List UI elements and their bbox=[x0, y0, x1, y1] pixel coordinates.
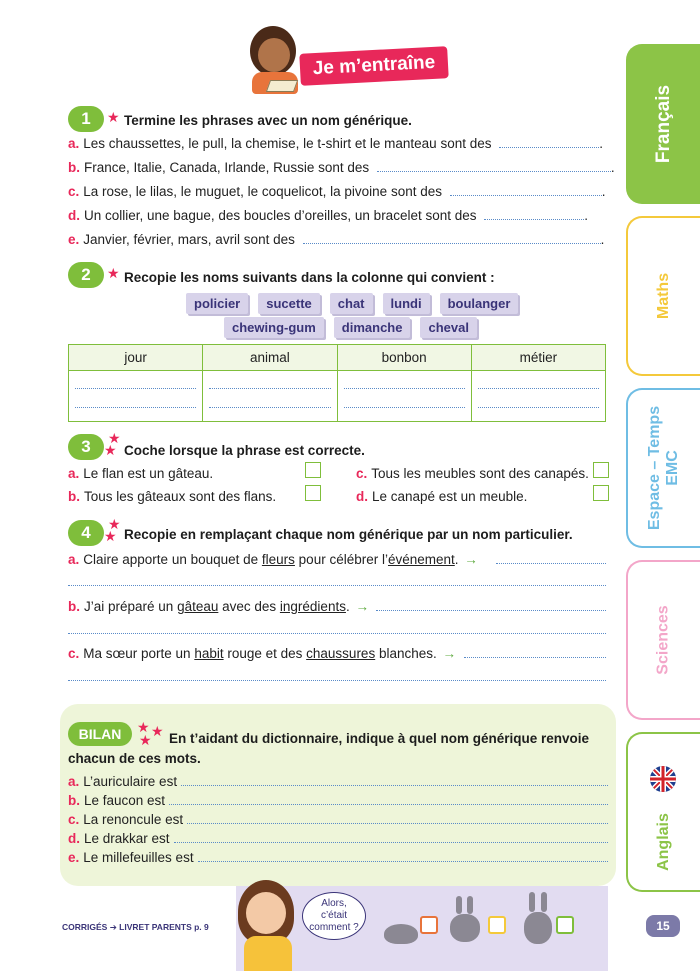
word-chip[interactable]: boulanger bbox=[440, 293, 519, 314]
word-chip[interactable]: chewing-gum bbox=[224, 317, 324, 338]
exercise-1-line-c: c. La rose, le lilas, le muguet, le coquelicot, la pivoine sont des . bbox=[68, 184, 606, 199]
rating-box-neutral[interactable] bbox=[488, 916, 506, 934]
word-chip[interactable]: dimanche bbox=[334, 317, 411, 338]
sorting-table bbox=[68, 344, 606, 422]
answer-line[interactable] bbox=[198, 850, 608, 862]
word-chip[interactable]: chat bbox=[330, 293, 373, 314]
bilan-item-e: e. Le millefeuilles est bbox=[68, 850, 608, 865]
exercise-2-number: 2 bbox=[68, 262, 104, 288]
tab-maths[interactable]: Maths bbox=[626, 216, 700, 376]
tab-espace-temps-emc[interactable]: Espace – Temps EMC bbox=[626, 388, 700, 548]
exercise-4-sentence-a: a. Claire apporte un bouquet de fleurs pour célébrer l’événement. → bbox=[68, 552, 478, 567]
sad-rabbit-icon bbox=[384, 924, 418, 944]
checkbox-d[interactable] bbox=[593, 485, 609, 501]
exercise-4-sentence-b: b. J’ai préparé un gâteau avec des ingrédients. → bbox=[68, 599, 369, 614]
answer-line[interactable] bbox=[169, 793, 608, 805]
exercise-4-number: 4 bbox=[68, 520, 104, 546]
exercise-1-line-b: b. France, Italie, Canada, Irlande, Russie sont des . bbox=[68, 160, 615, 175]
rabbit-ear-icon bbox=[529, 892, 535, 912]
star-icon: ★ bbox=[137, 719, 150, 735]
answer-line[interactable] bbox=[68, 632, 606, 634]
bilan-instruction-line-1: En t’aidant du dictionnaire, indique à quel nom générique renvoie bbox=[169, 731, 590, 746]
bilan-item-b: b. Le faucon est bbox=[68, 793, 608, 808]
exercise-3-item-a: a. Le flan est un gâteau. bbox=[68, 466, 214, 481]
exercise-3-item-d: d. Le canapé est un meuble. bbox=[356, 489, 528, 504]
star-icon: ★ bbox=[107, 109, 120, 125]
answer-line[interactable] bbox=[496, 552, 606, 564]
bilan-instruction-line-2: chacun de ces mots. bbox=[68, 751, 201, 766]
happy-rabbit-icon bbox=[524, 912, 552, 944]
book-illustration bbox=[266, 80, 298, 92]
corriges-reference: CORRIGÉS ➔ LIVRET PARENTS p. 9 bbox=[62, 922, 209, 932]
word-chip[interactable]: lundi bbox=[383, 293, 430, 314]
rating-box-happy[interactable] bbox=[556, 916, 574, 934]
exercise-1-line-d: d. Un collier, une bague, des boucles d’oreilles, un bracelet sont des . bbox=[68, 208, 589, 223]
exercise-1-number: 1 bbox=[68, 106, 104, 132]
star-icon: ★ bbox=[104, 528, 117, 544]
exercise-4-instruction: Recopie en remplaçant chaque nom générique par un nom particulier. bbox=[124, 527, 573, 542]
page-number: 15 bbox=[646, 915, 680, 937]
checkbox-b[interactable] bbox=[305, 485, 321, 501]
exercise-3-item-c: c. Tous les meubles sont des canapés. bbox=[356, 466, 589, 481]
checkbox-a[interactable] bbox=[305, 462, 321, 478]
table-cell[interactable] bbox=[337, 371, 471, 422]
answer-line[interactable] bbox=[376, 599, 606, 611]
rabbit-ear-icon bbox=[541, 892, 547, 912]
tab-anglais[interactable]: Anglais bbox=[626, 732, 700, 892]
boy-illustration-face bbox=[258, 38, 290, 72]
exercise-4-sentence-c: c. Ma sœur porte un habit rouge et des chaussures blanches. → bbox=[68, 646, 457, 661]
girl-illustration-body bbox=[244, 936, 292, 971]
exercise-1-line-e: e. Janvier, février, mars, avril sont des . bbox=[68, 232, 605, 247]
word-chip[interactable]: cheval bbox=[420, 317, 476, 338]
answer-line[interactable] bbox=[68, 679, 606, 681]
bilan-item-d: d. Le drakkar est bbox=[68, 831, 608, 846]
tab-francais[interactable]: Français bbox=[626, 44, 700, 204]
rabbit-ear-icon bbox=[456, 896, 462, 914]
table-cell[interactable] bbox=[203, 371, 337, 422]
exercise-2-instruction: Recopie les noms suivants dans la colonne qui convient : bbox=[124, 270, 495, 285]
exercise-3-item-b: b. Tous les gâteaux sont des flans. bbox=[68, 489, 277, 504]
exercise-1-instruction: Termine les phrases avec un nom générique. bbox=[124, 113, 412, 128]
star-icon: ★ bbox=[108, 516, 121, 532]
bilan-item-a: a. L’auriculaire est bbox=[68, 774, 608, 789]
arrow-icon: → bbox=[464, 552, 478, 567]
rabbit-ear-icon bbox=[467, 896, 473, 914]
exercise-3-number: 3 bbox=[68, 434, 104, 460]
rating-box-sad[interactable] bbox=[420, 916, 438, 934]
star-icon: ★ bbox=[107, 265, 120, 281]
answer-line[interactable] bbox=[303, 232, 601, 244]
answer-line[interactable] bbox=[464, 646, 606, 658]
answer-line[interactable] bbox=[450, 184, 602, 196]
bilan-tag: BILAN bbox=[68, 722, 132, 746]
table-cell[interactable] bbox=[471, 371, 605, 422]
word-chips-row-2 bbox=[224, 317, 477, 338]
answer-line[interactable] bbox=[68, 584, 606, 586]
answer-line[interactable] bbox=[187, 812, 608, 824]
page-title: Je m’entraîne bbox=[299, 46, 448, 86]
arrow-icon: → bbox=[442, 646, 457, 661]
answer-line[interactable] bbox=[181, 774, 608, 786]
table-cell[interactable] bbox=[69, 371, 203, 422]
exercise-3-instruction: Coche lorsque la phrase est correcte. bbox=[124, 443, 365, 458]
star-icon: ★ bbox=[108, 430, 121, 446]
uk-flag-icon bbox=[650, 766, 676, 792]
star-icon: ★ bbox=[151, 723, 164, 739]
checkbox-c[interactable] bbox=[593, 462, 609, 478]
answer-line[interactable] bbox=[499, 136, 599, 148]
column-header-bonbon: bonbon bbox=[337, 345, 471, 371]
speech-bubble: Alors, c’était comment ? bbox=[302, 892, 366, 940]
exercise-1-line-a: a. Les chaussettes, le pull, la chemise, le t-shirt et le manteau sont des . bbox=[68, 136, 604, 151]
bilan-item-c: c. La renoncule est bbox=[68, 812, 608, 827]
answer-line[interactable] bbox=[484, 208, 584, 220]
column-header-jour: jour bbox=[69, 345, 203, 371]
neutral-rabbit-icon bbox=[450, 914, 480, 942]
column-header-metier: métier bbox=[471, 345, 605, 371]
word-chip[interactable]: policier bbox=[186, 293, 248, 314]
answer-line[interactable] bbox=[174, 831, 608, 843]
word-chips-row-1 bbox=[186, 293, 518, 314]
arrow-icon: → bbox=[355, 599, 369, 614]
star-icon: ★ bbox=[104, 442, 117, 458]
tab-sciences[interactable]: Sciences bbox=[626, 560, 700, 720]
girl-illustration-face bbox=[246, 892, 286, 934]
column-header-animal: animal bbox=[203, 345, 337, 371]
answer-line[interactable] bbox=[377, 160, 611, 172]
star-icon: ★ bbox=[139, 732, 152, 748]
word-chip[interactable]: sucette bbox=[258, 293, 320, 314]
